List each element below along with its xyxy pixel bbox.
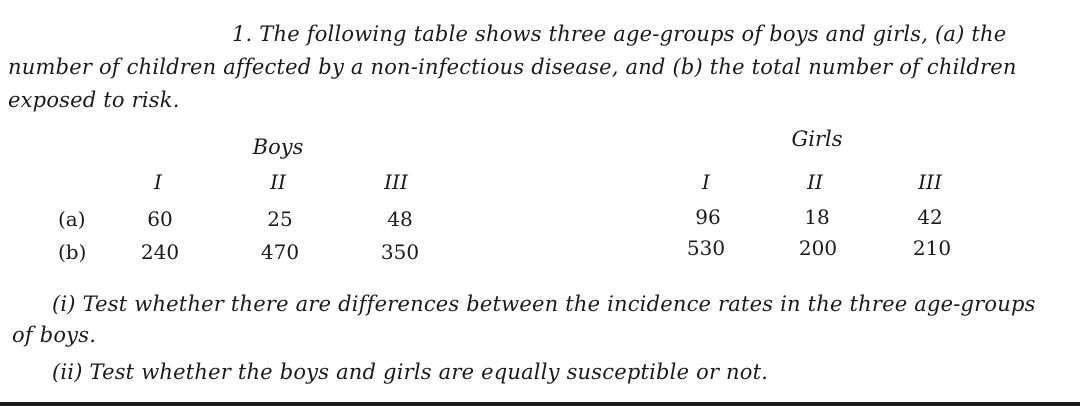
boys-age-group-1-header: I — [154, 170, 162, 194]
boys-group-header: Boys — [252, 135, 304, 159]
question-1-line-2: of boys. — [12, 323, 97, 347]
row-label-b: (b) — [58, 240, 87, 264]
girls-group-header: Girls — [791, 127, 843, 151]
cell-a-girls-3: 42 — [917, 205, 943, 229]
problem-line-1: 1. The following table shows three age-groups of boys and girls, (a) the — [232, 22, 1007, 46]
girls-age-group-3-header: III — [918, 170, 942, 194]
boys-age-group-2-header: II — [270, 170, 286, 194]
problem-line-2: number of children affected by a non-infectious disease, and (b) the total number of children — [8, 55, 1017, 79]
girls-age-group-2-header: II — [807, 170, 823, 194]
cell-a-girls-2: 18 — [804, 205, 830, 229]
girls-age-group-1-header: I — [702, 170, 710, 194]
cell-b-boys-1: 240 — [140, 240, 180, 264]
row-label-a: (a) — [58, 207, 86, 231]
boys-age-group-3-header: III — [384, 170, 408, 194]
bottom-divider — [0, 402, 1080, 406]
problem-line-3: exposed to risk. — [8, 88, 180, 112]
cell-b-girls-3: 210 — [912, 236, 952, 260]
question-2: (ii) Test whether the boys and girls are equally susceptible or not. — [52, 360, 769, 384]
cell-b-girls-1: 530 — [686, 236, 726, 260]
cell-a-boys-2: 25 — [267, 207, 293, 231]
cell-a-boys-1: 60 — [147, 207, 173, 231]
cell-b-boys-2: 470 — [260, 240, 300, 264]
cell-b-boys-3: 350 — [380, 240, 420, 264]
cell-a-girls-1: 96 — [695, 205, 721, 229]
cell-b-girls-2: 200 — [798, 236, 838, 260]
question-1-line-1: (i) Test whether there are differences between the incidence rates in the three age-groups — [52, 292, 1036, 316]
cell-a-boys-3: 48 — [387, 207, 413, 231]
